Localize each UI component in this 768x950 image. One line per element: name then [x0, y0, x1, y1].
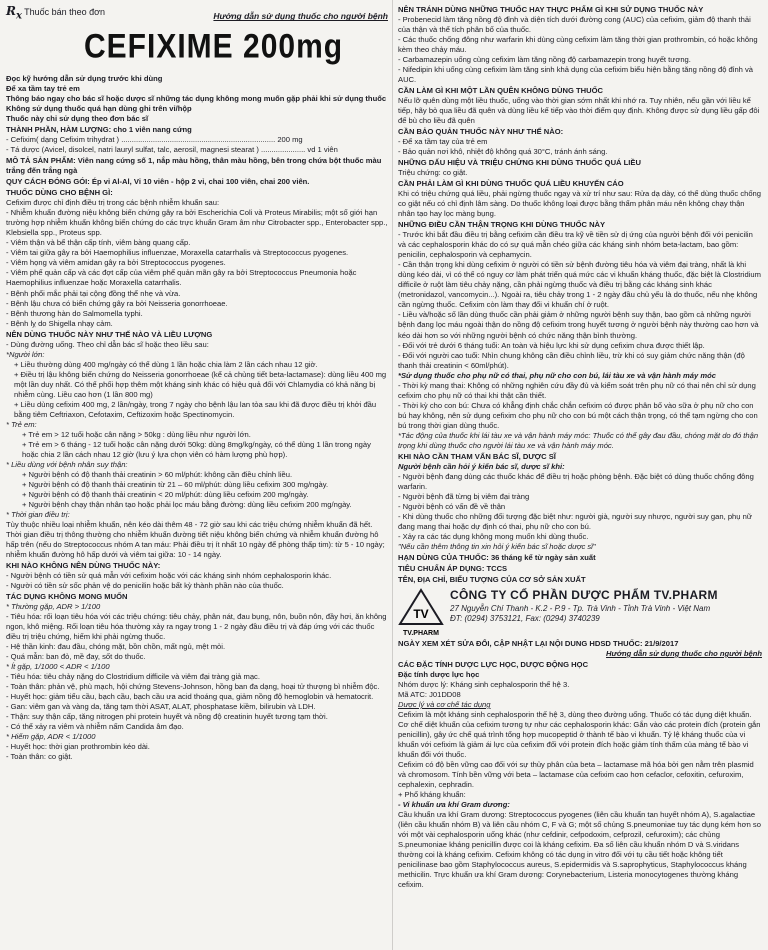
paragraph: - Người có tiền sử sốc phản vệ do penicilin hoặc bất kỳ thành phần nào của thuốc.: [6, 580, 284, 590]
paragraph: - Huyết học: giảm tiểu cầu, bạch cầu, bạch cầu ưa acid thoáng qua, giảm nồng độ hemoglobin và hematocrit.: [6, 692, 374, 702]
section-heading: CẦN BẢO QUẢN THUỐC NÀY NHƯ THẾ NÀO:: [398, 127, 564, 137]
paragraph: Thông báo ngay cho bác sĩ hoặc dược sĩ những tác dụng không mong muốn gặp phải khi sử dụng thuốc: [6, 94, 387, 104]
guide-label: Hướng dẫn sử dụng thuốc cho người bệnh: [213, 11, 388, 22]
section-heading: KHI NÀO CẦN THAM VẤN BÁC SĨ, DƯỢC SĨ: [398, 451, 556, 461]
paragraph: Đặc tính dược lực học: [398, 669, 480, 679]
paragraph: - Tiêu hóa: rối loạn tiêu hóa với các triệu chứng: tiêu chảy, phân nát, đau bụng, nôn, buồn nôn, đầy hơi, ăn không ngon, khô miệng. Rối loạn tiêu hóa thường xảy ra ngay trong 1 - 2 ngày đầu điều trị và đáp ứng với các thuốc điều trị triệu chứng, hiếm khi phải ngừng thuốc.: [6, 612, 387, 642]
paragraph: + Phổ kháng khuẩn:: [398, 790, 466, 800]
paragraph: - Các thuốc chống đông như warfarin khi dùng cùng cefixim làm tăng thời gian prothrombin, có hoặc không kèm theo chảy máu.: [398, 35, 758, 55]
right-body: [398, 5, 762, 585]
paragraph: *Người lớn:: [6, 349, 45, 359]
paragraph: - Đối với trẻ dưới 6 tháng tuổi: An toàn và hiệu lực khi sử dụng cefixim chưa được thiết lập.: [398, 340, 705, 350]
paragraph: Không sử dụng thuốc quá hạn dùng ghi trên vỉ/hộp: [6, 104, 192, 114]
paragraph: - Đối với người cao tuổi: Nhìn chung không cần điều chỉnh liều, trừ khi có suy giảm chức năng thận (độ thanh thải creatinin < 60ml/phút).: [398, 350, 745, 370]
section-heading: TIÊU CHUẨN ÁP DỤNG: TCCS: [398, 563, 508, 573]
rx-icon: $R_x$: [6, 4, 22, 22]
paragraph: * Ít gặp, 1/1000 < ADR < 1/100: [6, 662, 110, 672]
paragraph: Cefixim có độ bền vững cao đối với sự thủy phân của beta – lactamase mã hóa bởi gen nằm trên plasmid và chromosom. Tính bền vững với beta – lactamase của cefixim cao hơn cefaclor, cefoxitin, cefuroxim, cephalexin, cephradin.: [398, 760, 754, 790]
paragraph: - Quá mẫn: ban đỏ, mề đay, sốt do thuốc.: [6, 652, 146, 662]
paragraph: - Dùng đường uống. Theo chỉ dẫn bác sĩ hoặc theo liều sau:: [6, 339, 209, 349]
paragraph: Mã ATC: J01DD08: [398, 689, 461, 699]
paragraph: + Trẻ em > 12 tuổi hoặc cân nặng > 50kg : dùng liều như người lớn.: [22, 429, 251, 439]
paragraph: Tùy thuộc nhiều loại nhiễm khuẩn, nên kéo dài thêm 48 - 72 giờ sau khi các triệu chứng nhiễm khuẩn đã hết. Thời gian điều trị thông thường cho nhiễm khuẩn đường tiết niệu không biến chứng và nhiễm khuẩn đường hô hấp trên (nếu do Streptococcus nhóm A tan máu: Phải điều trị ít nhất 10 ngày để phòng thấp tim): từ 5 - 10 ngày; nhiễm khuẩn đường hô hấp dưới và viêm tai giữa: 10 - 14 ngày.: [6, 519, 385, 559]
paragraph: - Người bệnh đang dùng các thuốc khác để điều trị hoặc phòng bệnh. Đặc biệt có dùng thuốc chống đông warfarin.: [398, 471, 754, 491]
right-body-lower: [398, 639, 762, 890]
paragraph: - Người bệnh có tiền sử quá mẫn với cefixim hoặc với các kháng sinh nhóm cephalosporin khác.: [6, 570, 332, 580]
paragraph: - Người bệnh có vấn đề về thận: [398, 501, 506, 511]
manufacturer-block: [398, 588, 762, 638]
section-heading: MÔ TẢ SẢN PHẨM: Viên nang cứng số 1, nắp màu hồng, thân màu hồng, bên trong chứa bột thuốc màu trắng đến trắng ngà: [6, 156, 382, 176]
rx-badge: [6, 4, 105, 23]
paragraph: - Bảo quản nơi khô, nhiệt độ không quá 30°C, tránh ánh sáng.: [398, 147, 608, 157]
company-address: 27 Nguyễn Chí Thanh - K.2 - P.9 - Tp. Trà Vinh - Tỉnh Trà Vinh - Việt Nam: [450, 603, 711, 613]
paragraph: + Người bệnh có độ thanh thải creatinin từ 21 – 60 ml/phút: dùng liều cefixim 300 mg/ngày.: [22, 479, 329, 489]
paragraph: - Hệ thần kinh: đau đầu, chóng mặt, bồn chồn, mất ngủ, mệt mỏi.: [6, 642, 226, 652]
section-heading: NGÀY XEM XÉT SỬA ĐỔI, CẬP NHẬT LẠI NỘI DUNG HDSD THUỐC: 21/9/2017: [398, 638, 679, 648]
paragraph: Thuốc này chỉ sử dụng theo đơn bác sĩ: [6, 114, 149, 124]
paragraph: - Thời kỳ cho con bú: Chưa có khẳng định chắc chắn cefixim có được phân bố vào sữa ở phụ nữ cho con bú hay không, nên sử dụng cefixim cho phụ nữ cho con bú một cách thận trọng, có thể tạm ngừng cho con bú trong thời gian dùng thuốc.: [398, 400, 758, 430]
paragraph: - Nifedipin khi uống cùng cefixim làm tăng sinh khả dụng của cefixim biểu hiện bằng tăng nồng độ đỉnh và AUC.: [398, 65, 754, 85]
paragraph: *Tác động của thuốc khi lái tàu xe và vận hành máy móc: Thuốc có thể gây đau đầu, chóng mặt do đó thận trọng khi dùng thuốc cho người lái tàu xe và vận hành máy móc.: [398, 430, 759, 450]
section-heading: NHỮNG DẤU HIỆU VÀ TRIỆU CHỨNG KHI DÙNG THUỐC QUÁ LIỀU: [398, 158, 641, 168]
company-info: [450, 588, 718, 625]
paragraph: * Liều dùng với bệnh nhân suy thận:: [6, 459, 128, 469]
paragraph: * Thời gian điều trị:: [6, 509, 70, 519]
company-phone: ĐT: (0294) 3753121, Fax: (0294) 3740239: [450, 614, 600, 624]
paragraph: Nếu lỡ quên dùng một liều thuốc, uống vào thời gian sớm nhất khi nhớ ra. Tuy nhiên, nếu gần với liều kế tiếp, hãy bỏ qua liều đã quên và dùng liều kế tiếp vào thời điểm quy định. Không được sử dụng liều gấp đôi để bù cho liều đã quên: [398, 96, 760, 126]
paragraph: Để xa tầm tay trẻ em: [6, 84, 80, 94]
paragraph: Người bệnh cần hỏi ý kiến bác sĩ, dược sĩ khi:: [398, 461, 565, 471]
paragraph: - Liều và/hoặc số lần dùng thuốc cần phải giảm ở những người bệnh suy thận, bao gồm cả những người bệnh đang lọc máu ngoài thận do nồng độ cefixim trong huyết tương ở người bệnh này thường cao hơn và kéo dài hơn so với những người bệnh có chức năng thận bình thường.: [398, 310, 759, 340]
company-name: CÔNG TY CỔ PHẦN DƯỢC PHẨM TV.PHARM: [450, 587, 718, 602]
paragraph: - Thời kỳ mang thai: Không có những nghiên cứu đầy đủ và kiểm soát trên phụ nữ có thai nên chỉ sử dụng cefixim cho phụ nữ có thai khi thật cần thiết.: [398, 380, 756, 400]
paragraph: * Hiếm gặp, ADR < 1/1000: [6, 732, 96, 742]
paragraph: - Nhiễm khuẩn đường niệu không biến chứng gây ra bởi Escherichia Coli và Proteus Mirabilis; một số giới hạn trường hợp nhiễm khuẩn không biến chứng do các trực khuẩn Gram âm như Citrobacter spp., Enterobacter spp., Klebsiella spp., Proteus spp.: [6, 208, 388, 238]
paragraph: + Liều thường dùng 400 mg/ngày có thể dùng 1 lần hoặc chia làm 2 lần cách nhau 12 giờ.: [14, 359, 318, 369]
section-heading: CẦN PHẢI LÀM GÌ KHI DÙNG THUỐC QUÁ LIỀU KHUYẾN CÁO: [398, 179, 624, 189]
company-logo-icon: [398, 588, 444, 638]
paragraph: + Liều dùng cefixim 400 mg, 2 lần/ngày, trong 7 ngày cho bệnh lậu lan tỏa sau khi đã được điều trị khởi đầu bằng tiêm Ceftriaxon, Cefotaxim, Ceftizoxim hoặc Spectinomycin.: [14, 399, 377, 419]
paragraph: - Bệnh lỵ do Shigella nhạy cảm.: [6, 318, 113, 328]
paragraph: - Bệnh lậu chưa có biến chứng gây ra bởi Neisseria gonorrhoeae.: [6, 298, 228, 308]
paragraph: - Để xa tầm tay của trẻ em: [398, 137, 488, 147]
section-heading: THUỐC DÙNG CHO BỆNH GÌ:: [6, 188, 113, 198]
logo-caption: TV.PHARM: [403, 629, 439, 637]
section-heading: QUY CÁCH ĐÓNG GÓI: Ép vỉ Al-Al, Vỉ 10 viên - hộp 2 vỉ, chai 100 viên, chai 200 viên.: [6, 177, 310, 187]
paragraph: - Viêm thận và bể thận cấp tính, viêm bàng quang cấp.: [6, 238, 191, 248]
paragraph: - Thận: suy thận cấp, tăng nitrogen phi protein huyết và nồng độ creatinin huyết tương tạm thời.: [6, 712, 328, 722]
paragraph: - Xảy ra các tác dụng không mong muốn khi dùng thuốc.: [398, 531, 589, 541]
paragraph: Cefixim được chỉ định điều trị trong các bệnh nhiễm khuẩn sau:: [6, 198, 220, 208]
section-heading: NHỮNG ĐIỀU CẦN THẬN TRỌNG KHI DÙNG THUỐC NÀY: [398, 220, 606, 230]
paragraph: - Gan: viêm gan và vàng da, tăng tạm thời ASAT, ALAT, phosphatase kiềm, bilirubin và LDH.: [6, 702, 316, 712]
section-heading: TÁC DỤNG KHÔNG MONG MUỐN: [6, 591, 128, 601]
paragraph: * Trẻ em:: [6, 419, 37, 429]
section-heading: KHI NÀO KHÔNG NÊN DÙNG THUỐC NÀY:: [6, 560, 161, 570]
paragraph: - Bệnh thương hàn do Salmomella typhi.: [6, 308, 143, 318]
paragraph: Hướng dẫn sử dụng thuốc cho người bệnh: [606, 648, 762, 658]
paragraph: - Viêm họng và viêm amidan gây ra bởi Streptococcus pyogenes.: [6, 258, 226, 268]
paragraph: *Sử dụng thuốc cho phụ nữ có thai, phụ nữ cho con bú, lái tàu xe và vận hành máy móc: [398, 370, 716, 380]
header-bar: [6, 4, 388, 23]
section-heading: TÊN, ĐỊA CHỈ, BIỂU TƯỢNG CỦA CƠ SỞ SẢN XUẤT: [398, 574, 586, 584]
paragraph: * Thường gặp, ADR > 1/100: [6, 601, 101, 611]
section-heading: THÀNH PHẦN, HÀM LƯỢNG: cho 1 viên nang cứng: [6, 125, 192, 135]
paragraph: - Có thể xảy ra viêm và nhiễm nấm Candida âm đạo.: [6, 722, 184, 732]
paragraph: + Người bệnh có độ thanh thải creatinin < 20 ml/phút: dùng liều cefixim 200 mg/ngày.: [22, 489, 309, 499]
paragraph: + Người bệnh chạy thận nhân tạo hoặc phải lọc máu bằng đường: dùng liều cefixim 200 mg/ngày.: [22, 499, 352, 509]
drug-title: CEFIXIME 200mg: [84, 27, 344, 66]
paragraph: - Toàn thân: co giật.: [6, 752, 73, 762]
paragraph: Nhóm dược lý: Kháng sinh cephalosporin thế hệ 3.: [398, 679, 570, 689]
paragraph: + Người bệnh có độ thanh thải creatinin > 60 ml/phút: không cần điều chỉnh liều.: [22, 469, 293, 479]
section-heading: CÁC ĐẶC TÍNH DƯỢC LỰC HỌC, DƯỢC ĐỘNG HỌC: [398, 659, 589, 669]
paragraph: - Trước khi bắt đầu điều trị bằng cefixim cần điều tra kỹ về tiền sử dị ứng của người bệnh đối với penicilin và các cephalosporin khác do có sự quá mẫn chéo giữa các kháng sinh nhóm beta-lactam, bao gồm: penicilin, cephalosporin và cephamycin.: [398, 230, 753, 260]
column-divider: [392, 0, 393, 950]
paragraph: - Khi dùng thuốc cho những đối tượng đặc biệt như: người già, người suy nhược, người suy gan, phụ nữ đang mang thai hoặc dự định có thai, phụ nữ cho con bú.: [398, 511, 752, 531]
section-heading: CẦN LÀM GÌ KHI MỘT LẦN QUÊN KHÔNG DÙNG THUỐC: [398, 86, 604, 96]
paragraph: - Tiêu hóa: tiêu chảy nặng do Clostridium difficile và viêm đại tràng giả mạc.: [6, 672, 260, 682]
right-column: [398, 4, 762, 890]
section-heading: HẠN DÙNG CỦA THUỐC: 36 tháng kể từ ngày sản xuất: [398, 552, 596, 562]
paragraph: - Tá dược (Avicel, disolcel, natri lauryl sulfat, talc, aerosil, magnesi stearat ) ..................... vd 1 viên: [6, 145, 338, 155]
paragraph: - Viêm tai giữa gây ra bởi Haemophilius influenzae, Moraxella catarrhalis và Streptococcus pyogenes.: [6, 248, 349, 258]
paragraph: Dược lý và cơ chế tác dụng: [398, 699, 491, 709]
paragraph: - Cần thận trọng khi dùng cefixim ở người có tiền sử bệnh đường tiêu hóa và viêm đại tràng, nhất là khi dùng kéo dài, vì có thể có nguy cơ làm phát triển quá mức các vi khuẩn kháng thuốc, đặc biệt là Clostridium difficile ở ruột làm tiêu chảy nặng, cần phải ngừng thuốc và điều trị bằng các kháng sinh khác (metronidazol, vancomycin...). Ngoài ra, tiêu chảy trong 1 - 2 ngày đầu chủ yếu là do thuốc, nếu nhẹ không cần ngừng thuốc. Cefixim còn làm thay đổi vi khuẩn chí ở ruột.: [398, 260, 761, 310]
paragraph: "Nếu cần thêm thông tin xin hỏi ý kiến bác sĩ hoặc dược sĩ": [398, 541, 596, 551]
paragraph: Cầu khuẩn ưa khí Gram dương: Streptococcus pyogenes (liên cầu khuẩn tan huyết nhóm A), S.agalactiae (liên cầu khuẩn nhóm B) và liên cầu nhóm C, F và G; một số chủng S.pneumoniae tuy tác dụng kém hơn so với một vài cephalosporin uống khác (như cefdinir, cefpodoxim, cefprozil, cefuroxim); các chủng S.pneumoniae kháng penicillin được coi là kháng cefixim. Đa số liên cầu khuẩn nhóm D và S.viridans thường coi là kháng cefixim. Cefixim không có tác dụng in vitro đối với tụ cầu tiết hoặc không tiết penicilinase bao gồm Staphylococcus aureus, S.epidermidis và S.saprophyticus, Staphylococcus kháng methicilin. Trực khuẩn ưa khí Gram dương: Corynebacterium, Listeria monocytogenes thường kháng cefixim.: [398, 810, 761, 890]
logo-text: TV: [413, 606, 429, 621]
paragraph: Khi có triệu chứng quá liều, phải ngừng thuốc ngay và xử trí như sau: Rửa dạ dày, có thể dùng thuốc chống co giật nếu có chỉ định lâm sàng. Do thuốc không loại được bằng thẩm phân máu nên không chạy thận nhân tạo hay lọc màng bụng.: [398, 189, 762, 219]
paragraph: + Điều trị lậu không biến chứng do Neisseria gonorrhoeae (kể cả chủng tiết beta-lactamase): dùng liều 400 mg một lần duy nhất. Có thể phối hợp thêm một kháng sinh khác có hiệu quả đối với Chlamydia có khả năng bị nhiễm cùng. Liều cao hơn (1 lần 800 mg): [14, 369, 387, 399]
paragraph: Đọc kỹ hướng dẫn sử dụng trước khi dùng: [6, 74, 163, 84]
paragraph: - Người bệnh đã từng bị viêm đại tràng: [398, 491, 530, 501]
paragraph: - Cefixim( dạng Cefixim trihydrat ) ......................................................................... 200 mg: [6, 135, 303, 145]
rx-label: Thuốc bán theo đơn: [24, 7, 106, 17]
paragraph: - Bệnh phổi mắc phải tại cộng đồng thể nhẹ và vừa.: [6, 288, 181, 298]
paragraph: Cefixim là một kháng sinh cephalosporin thế hệ 3, dùng theo đường uống. Thuốc có tác dụng diệt khuẩn. Cơ chế diệt khuẩn của cefixim tương tự như các cephalosporin khác: Gắn vào các protein đích (protein gắn penicillin), gây ức chế quá trình tổng hợp mucopeptid ở thành tế bào vi khuẩn. Tỷ lệ kháng thuốc của vi khuẩn với cefixim là giảm ái lực của cefixim đối với protein đích hoặc giảm tính thấm của màng tế bào vi khuẩn đối với thuốc.: [398, 710, 761, 760]
section-heading: NÊN DÙNG THUỐC NÀY NHƯ THẾ NÀO VÀ LIỀU LƯỢNG: [6, 329, 213, 339]
paragraph: - Viêm phế quản cấp và các đợt cấp của viêm phế quản mãn gây ra bởi Streptococcus Pneumonia hoặc Haemophilius influenzae hoặc Moraxella catarrhalis.: [6, 268, 357, 288]
section-heading: NÊN TRÁNH DÙNG NHỮNG THUỐC HAY THỰC PHẨM GÌ KHI SỬ DỤNG THUỐC NÀY: [398, 5, 704, 14]
paragraph: - Vi khuẩn ưa khí Gram dương:: [398, 800, 510, 810]
left-body: [6, 74, 388, 762]
paragraph: - Toàn thân: phản vệ, phù mạch, hội chứng Stevens-Johnson, hồng ban đa dạng, hoại tử thượng bì nhiễm độc.: [6, 682, 380, 692]
paragraph: - Carbamazepin uống cùng cefixim làm tăng nồng độ carbamazepin trong huyết tương.: [398, 55, 691, 65]
left-column: [6, 4, 388, 762]
paragraph: - Huyết học: thời gian prothrombin kéo dài.: [6, 742, 150, 752]
paragraph: Triệu chứng: co giật.: [398, 168, 468, 178]
paragraph: - Probenecid làm tăng nồng độ đỉnh và diện tích dưới đường cong (AUC) của cefixim, giảm độ thanh thải của thận và thể tích phân bố của thuốc.: [398, 15, 751, 35]
paragraph: + Trẻ em > 6 tháng - 12 tuổi hoặc cân nặng dưới 50kg: dùng 8mg/kg/ngày, có thể dùng 1 lần trong ngày hoặc chia 2 lần cách nhau 12 giờ (lưu ý lựa chọn viên có hàm lượng phù hợp).: [22, 439, 371, 459]
